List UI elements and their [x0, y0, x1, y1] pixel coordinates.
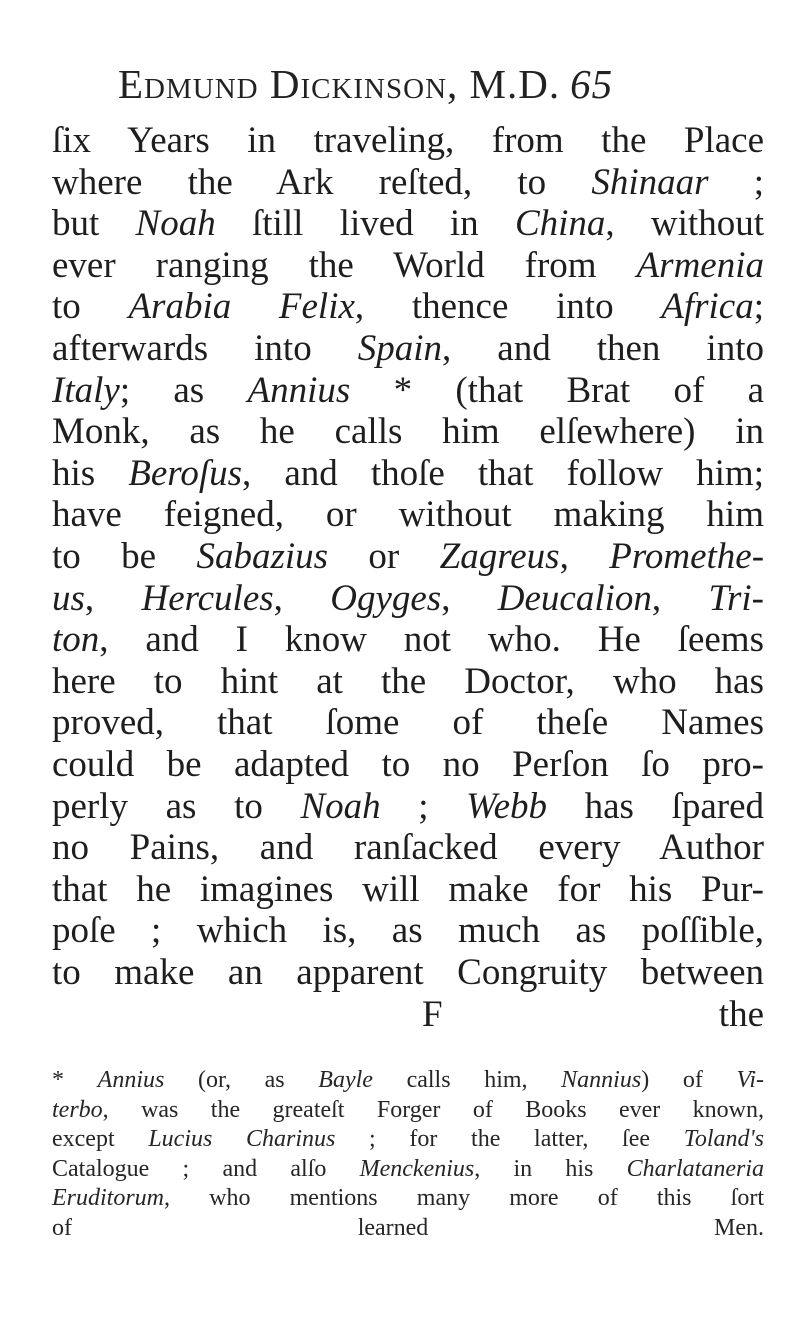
text-line: [52, 120, 764, 162]
text-run: ever ranging the World from: [52, 244, 637, 286]
text-run: ;: [380, 785, 467, 827]
text-run: calls him,: [372, 1067, 562, 1093]
signature-mark: F: [422, 993, 443, 1035]
running-head-title: Edmund Dickinson, M.D.: [118, 61, 561, 107]
text-line: [52, 536, 764, 578]
signature-line: [52, 994, 764, 1036]
text-run: or: [328, 535, 440, 577]
footnote-line: [52, 1066, 764, 1096]
text-run: , and then into: [442, 327, 764, 369]
text-run: ;: [753, 286, 765, 328]
italic-text: Lucius Charinus: [148, 1126, 336, 1152]
italic-text: Italy: [52, 369, 120, 411]
text-run: Monk, as he calls him elſewhere) in: [52, 411, 764, 453]
text-run: except: [52, 1126, 149, 1152]
text-line: [52, 578, 764, 620]
text-run: that he imagines will make for his Pur-: [52, 868, 764, 910]
text-line: [52, 411, 764, 453]
italic-text: Hercules: [141, 577, 274, 619]
text-run: ; as: [119, 369, 248, 411]
page-number: 65: [570, 61, 614, 107]
text-run: ,: [441, 577, 498, 619]
text-run: afterwards into: [52, 327, 358, 369]
text-run: ; for the latter, ſee: [335, 1126, 684, 1152]
text-run: ,: [651, 577, 709, 619]
text-run: ſtill lived in: [215, 203, 515, 245]
text-run: where the Ark reſted, to: [52, 161, 592, 203]
text-run: , who mentions many more of this ſort: [164, 1185, 764, 1211]
text-run: ;: [708, 161, 765, 203]
italic-text: Toland's: [683, 1126, 764, 1152]
running-head: [118, 62, 678, 106]
text-run: but: [52, 203, 136, 245]
italic-text: Shinaar: [591, 161, 709, 203]
italic-text: Noah: [135, 203, 216, 245]
text-line: [52, 245, 764, 287]
text-run: here to hint at the Doctor, who has: [52, 660, 764, 702]
text-line: [52, 702, 764, 744]
italic-text: Menckenius: [359, 1155, 475, 1182]
italic-text: Bayle: [318, 1067, 373, 1093]
italic-text: Vi-: [736, 1067, 765, 1093]
text-line: [52, 203, 764, 245]
body-text: [52, 120, 764, 993]
text-line: [52, 619, 764, 661]
text-run: have feigned, or without making him: [52, 494, 764, 536]
text-run: no Pains, and ranſacked every Author: [52, 827, 764, 869]
text-line: [52, 453, 764, 495]
italic-text: Nannius: [561, 1067, 642, 1093]
text-line: [52, 827, 764, 869]
text-run: ſix Years in traveling, from the Place: [52, 120, 764, 161]
footnote-line: [52, 1184, 764, 1214]
italic-text: Noah: [300, 785, 381, 827]
text-run: ,: [273, 577, 331, 619]
italic-text: Charlataneria: [626, 1155, 764, 1182]
text-line: [52, 661, 764, 703]
italic-text: Annius: [247, 369, 351, 411]
text-run: Catalogue ; and alſo: [52, 1155, 360, 1182]
italic-text: Ogyges: [330, 577, 442, 619]
text-run: to make an apparent Congruity between: [52, 951, 764, 993]
text-run: poſe ; which is, as much as poſſible,: [52, 910, 764, 952]
text-run: ) of: [641, 1067, 737, 1093]
text-run: ,: [559, 535, 610, 577]
text-run: to be: [52, 535, 197, 577]
text-run: , and I know not who. He ſeems: [99, 619, 764, 661]
text-run: *: [52, 1067, 98, 1093]
italic-text: ton: [52, 619, 100, 661]
text-line: [52, 328, 764, 370]
italic-text: Webb: [466, 785, 547, 827]
text-line: [52, 370, 764, 412]
catchword: the: [718, 993, 764, 1035]
text-run: proved, that ſome of theſe Names: [52, 702, 764, 744]
text-run: (or, as: [164, 1067, 319, 1093]
italic-text: terbo: [52, 1096, 103, 1123]
footnote-line: [52, 1214, 764, 1244]
italic-text: China: [514, 203, 606, 245]
footnote-line: [52, 1125, 764, 1155]
text-run: , in his: [474, 1155, 627, 1182]
footnote-line: [52, 1096, 764, 1126]
text-run: , was the greateſt Forger of Books ever known,: [102, 1096, 764, 1123]
text-line: [52, 869, 764, 911]
text-run: ,: [84, 577, 142, 619]
italic-text: Zagreus: [439, 535, 560, 577]
text-line: [52, 786, 764, 828]
text-line: [52, 162, 764, 204]
italic-text: Africa: [661, 286, 754, 328]
text-run: * (that Brat of a: [350, 369, 764, 411]
text-run: , thence into: [354, 286, 662, 328]
text-run: has ſpared: [547, 785, 764, 827]
footnote: [52, 1066, 764, 1243]
text-line: [52, 494, 764, 536]
italic-text: us: [52, 577, 85, 619]
text-run: his: [52, 452, 129, 494]
italic-text: Promethe-: [609, 535, 765, 577]
italic-text: Annius: [97, 1067, 165, 1093]
text-run: to: [52, 286, 129, 328]
text-line: [52, 744, 764, 786]
italic-text: Tri-: [708, 577, 764, 619]
text-run: , and thoſe that follow him;: [242, 452, 764, 494]
text-run: perly as to: [52, 785, 301, 827]
footnote-line: [52, 1155, 764, 1185]
text-run: , without: [605, 203, 764, 245]
italic-text: Eruditorum: [52, 1185, 165, 1211]
italic-text: Deucalion: [497, 577, 652, 619]
italic-text: Spain: [357, 327, 443, 369]
text-line: [52, 286, 764, 328]
text-line: [52, 952, 764, 994]
text-run: of learned Men.: [52, 1214, 764, 1241]
italic-text: Arabia Felix: [128, 286, 355, 328]
italic-text: Armenia: [636, 244, 764, 286]
text-line: [52, 910, 764, 952]
text-run: could be adapted to no Perſon ſo pro-: [52, 743, 764, 785]
italic-text: Sabazius: [196, 535, 329, 577]
italic-text: Beroſus: [128, 452, 242, 494]
